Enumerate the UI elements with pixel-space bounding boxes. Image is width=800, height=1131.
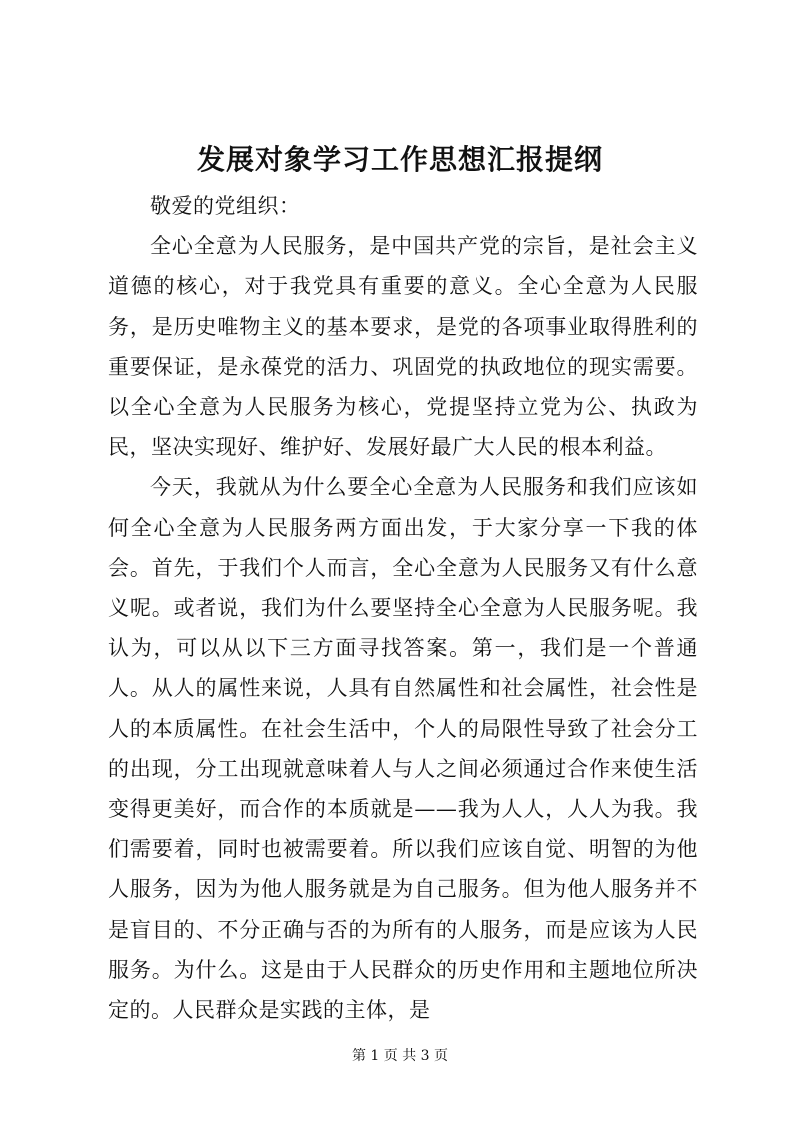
page-title: 发展对象学习工作思想汇报提纲 (196, 143, 603, 176)
document-body (108, 186, 698, 1030)
salutation: 敬爱的党组织： (150, 194, 301, 218)
page-number-footer: 第 1 页 共 3 页 (351, 1048, 449, 1064)
paragraph-2: 今天，我就从为什么要全心全意为人民服务和我们应该如何全心全意为人民服务两方面出发，于大家分享一下我的体会。首先，于我们个人而言，全心全意为人民服务又有什么意义呢。或者说，我们为什么要坚持全心全意为人民服务呢。我认为，可以从以下三方面寻找答案。第一，我们是一个普通人。从人的属性来说，人具有自然属性和社会属性，社会性是人的本质属性。在社会生活中，个人的局限性导致了社会分工的出现，分工出现就意味着人与人之间必须通过合作来使生活变得更美好，而合作的本质就是——我为人人，人人为我。我们需要着，同时也被需要着。所以我们应该自觉、明智的为他人服务，因为为他人服务就是为自己服务。但为他人服务并不是盲目的、不分正确与否的为所有的人服务，而是应该为人民服务。为什么。这是由于人民群众的历史作用和主题地位所决定的。人民群众是实践的主体，是 (108, 475, 698, 1023)
paragraph-1: 全心全意为人民服务，是中国共产党的宗旨，是社会主义道德的核心，对于我党具有重要的意义。全心全意为人民服务，是历史唯物主义的基本要求，是党的各项事业取得胜利的重要保证，是永葆党的活力、巩固党的执政地位的现实需要。以全心全意为人民服务为核心，党提坚持立党为公、执政为民，坚决实现好、维护好、发展好最广大人民的根本利益。 (108, 234, 698, 460)
